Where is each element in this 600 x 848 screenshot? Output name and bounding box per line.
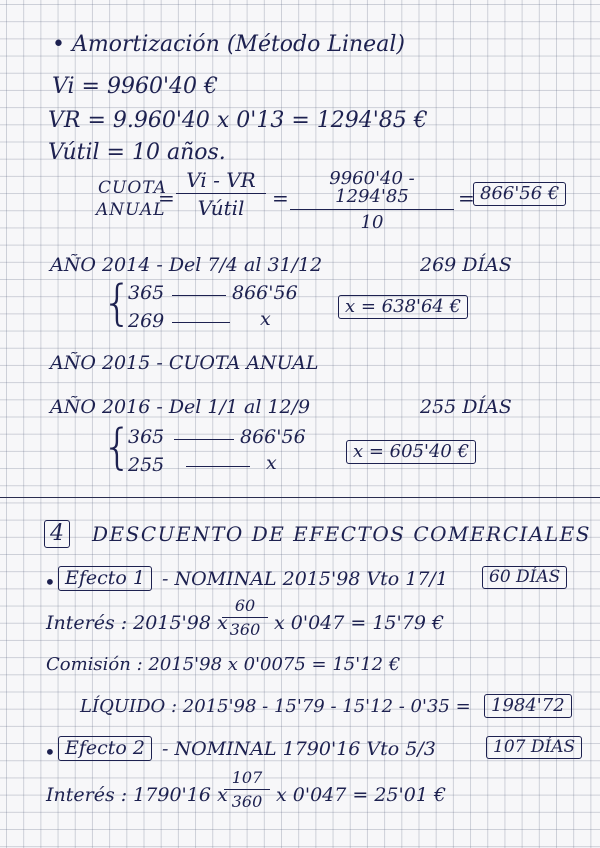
vutil-line: Vútil = 10 años. [48, 140, 226, 165]
cuota-label-1: CUOTA [98, 178, 167, 198]
bullet: • [44, 740, 56, 764]
rule-2014-cuota: 866'56 [232, 282, 298, 304]
vr-line: VR = 9.960'40 x 0'13 = 1294'85 € [48, 108, 428, 133]
efecto-2-label: Efecto 2 [58, 736, 152, 761]
section-number-box: 4 [44, 520, 70, 548]
interes-2-numerator: 107 [231, 768, 263, 787]
cuota-result-box: 866'56 € [473, 182, 566, 206]
rule-2016-365: 365 [128, 426, 165, 448]
rule-2016-x: x [266, 452, 277, 474]
efecto-1-days-box: 60 DÍAS [482, 566, 567, 589]
bullet: • [44, 570, 56, 594]
rule-dash [174, 439, 234, 440]
interes-1-fraction [222, 598, 268, 638]
comision-1-line: Comisión : 2015'98 x 0'0075 = 15'12 € [46, 654, 401, 675]
left-brace: { [102, 419, 133, 475]
cuota-fraction-values [290, 170, 454, 232]
rule-dash [172, 322, 230, 323]
interes-1-numerator: 60 [234, 596, 256, 615]
cuota-fraction-formula [176, 170, 266, 218]
efecto-2-line: - NOMINAL 1790'16 Vto 5/3 [162, 738, 436, 760]
liquido-1-line: LÍQUIDO : 2015'98 - 15'79 - 15'12 - 0'35 = [80, 696, 471, 717]
interes-2-fraction [224, 770, 270, 810]
year-2014-days: 269 DÍAS [420, 254, 512, 276]
year-2016-days: 255 DÍAS [420, 396, 512, 418]
section-divider [0, 497, 600, 498]
interes-2-suffix: x 0'047 = 25'01 € [276, 784, 447, 806]
interes-2-denominator: 360 [231, 792, 263, 811]
left-brace: { [102, 275, 133, 331]
equals-sign-2: = [272, 186, 289, 210]
year-2016-line: AÑO 2016 - Del 1/1 al 12/9 [50, 396, 311, 418]
interes-2-prefix: Interés : 1790'16 x [46, 784, 228, 806]
rule-2014-269: 269 [128, 310, 165, 332]
year-2015-line: AÑO 2015 - CUOTA ANUAL [50, 352, 319, 374]
rule-dash [172, 295, 226, 296]
equals-sign-3: = [458, 186, 475, 210]
year-2014-line: AÑO 2014 - Del 7/4 al 31/12 [50, 254, 323, 276]
cuota-label-2: ANUAL [96, 200, 166, 220]
rule-dash [186, 466, 250, 467]
rule-2016-cuota: 866'56 [240, 426, 306, 448]
interes-1-suffix: x 0'047 = 15'79 € [274, 612, 445, 634]
amortizacion-title: • Amortización (Método Lineal) [52, 32, 405, 57]
year-2014-result-box: x = 638'64 € [338, 295, 468, 319]
rule-2014-365: 365 [128, 282, 165, 304]
efecto-1-line: - NOMINAL 2015'98 Vto 17/1 [162, 568, 448, 590]
values-numerator: 9960'40 - 1294'85 [329, 168, 415, 207]
liquido-1-result-box: 1984'72 [484, 694, 572, 718]
formula-denominator: Vútil [197, 196, 245, 220]
rule-2016-255: 255 [128, 454, 165, 476]
equals-sign-1: = [158, 186, 175, 210]
interes-1-denominator: 360 [229, 620, 261, 639]
efecto-1-label: Efecto 1 [58, 566, 152, 591]
vi-line: Vi = 9960'40 € [52, 74, 218, 99]
interes-1-prefix: Interés : 2015'98 x [46, 612, 228, 634]
efecto-2-days-box: 107 DÍAS [486, 736, 582, 759]
formula-numerator: Vi - VR [186, 168, 256, 192]
rule-2014-x: x [260, 308, 271, 330]
section-4-title: DESCUENTO DE EFECTOS COMERCIALES [92, 522, 591, 546]
values-denominator: 10 [360, 212, 384, 233]
year-2016-result-box: x = 605'40 € [346, 440, 476, 464]
